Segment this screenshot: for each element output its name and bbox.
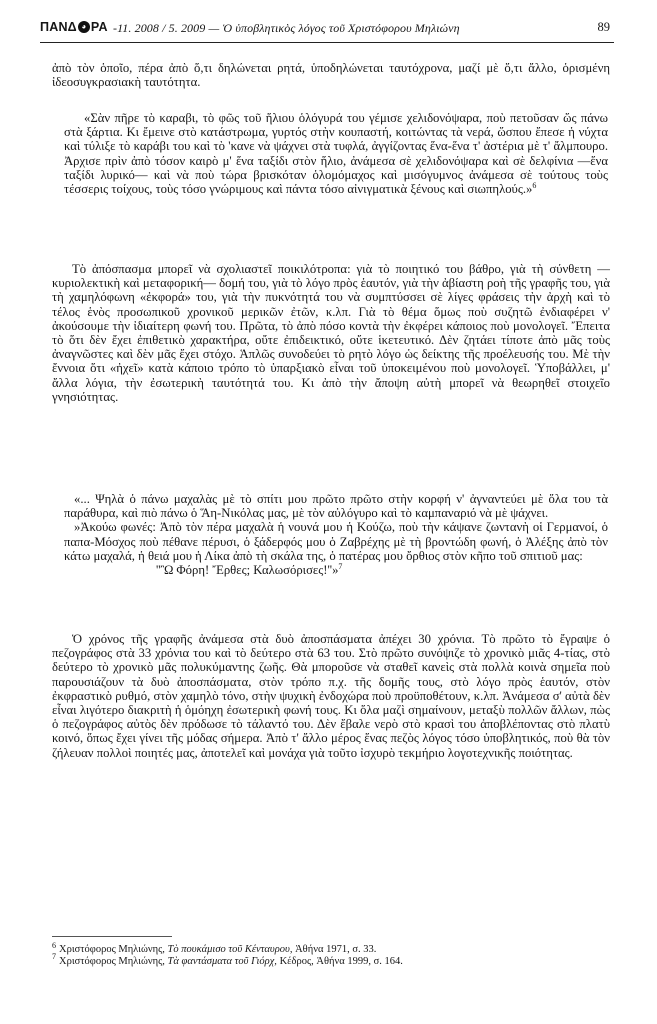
running-header (40, 18, 614, 43)
footnote-7 (52, 952, 572, 968)
journal-logo-text-end: ΡΑ (90, 20, 108, 34)
block-quote-greeting (64, 563, 608, 577)
block-quote-first (64, 111, 608, 196)
paragraph-commentary (52, 262, 610, 404)
paragraph-text: ἀπὸ τὸν ὁποῖο, πέρα ἀπὸ ὅ,τι δηλώνεται ρητά, ὑποδηλώνεται ταυτόχρονα, μαζί μὲ ὅ,τι ἄλλο, ὁρισμένη ἰδεοσυγκρασιακὴ ταυτότητα. (52, 61, 610, 90)
footnote-ref-6: 6 (532, 180, 537, 190)
journal-logo-mark-icon: ◕ (78, 21, 90, 33)
journal-logo-text-start: ΠΑΝΔ (40, 20, 77, 34)
running-title: -11. 2008 / 5. 2009 — Ὁ ὑποβλητικὸς λόγος τοῦ Χριστόφορου Μηλιώνη (113, 21, 460, 35)
greeting-text: ''Ὢ Φόρη! Ἔρθες; Καλωσόρισες!''» (156, 563, 339, 578)
paragraph-conclusion (52, 632, 610, 760)
footnote-title: Τὰ φαντάσματα τοῦ Γιόρχ, (167, 955, 277, 967)
block-quote-paragraph: «... Ψηλὰ ὁ πάνω μαχαλὰς μὲ τὸ σπίτι μου πρῶτο πρῶτο στὴν κορφή ν' ἀγναντεύει μὲ ὅλα του τὰ παράθυρα, καὶ πιὸ πάνω ὁ Ἅη-Νικόλας μας, μὲ τὸν αὐλόγυρο καὶ τὸ καμπαναριό νὰ μὲ ψάχνει. (64, 492, 608, 521)
footnote-number: 6 (52, 940, 56, 950)
footnote-ref-7: 7 (338, 561, 343, 571)
footnote-author: Χριστόφορος Μηλιώνης, (59, 955, 165, 967)
footnote-divider (52, 936, 172, 937)
footnotes (52, 940, 572, 967)
footnote-number: 7 (52, 952, 56, 962)
paragraph-text: Ὁ χρόνος τῆς γραφῆς ἀνάμεσα στὰ δυὸ ἀποσπάσματα ἀπέχει 30 χρόνια. Τὸ πρῶτο τὸ ἔγραψε ὁ πεζογράφος στὰ 33 χρόνια του καὶ τὸ δεύτερο στὰ 63 του. Στὸ πρῶτο συνόψιζε τὸ χρονικὸ μιᾶς 4-τίας, στὸ δεύτερο τὸ χρονικὸ μᾶς πολυκύμαντης ζωῆς. Θὰ μποροῦσε νὰ σταθεῖ κανεὶς στὰ πολλὰ κοινὰ σημεῖα ποὺ παρουσιάζουν τὰ δυὸ ἀποσπάσματα, στὸν τρόπο π.χ. τῆς δομῆς τους, στὸ λόγο πρὸς ἑαυτόν, στὸν ἐκφραστικὸ ρυθμό, στὸν χαμηλὸ τόνο, στὴν ψυχικὴ ἐνδοχώρα ποὺ προϋποθέτουν, κ.λπ. Ἀνάμεσα σ' αὐτὰ δὲν εἶναι λιγότερο διακριτὴ ἡ ὁμόηχη ἐσωτερικὴ φωνή τους. Κι ὅλα μαζὶ σημαίνουν, μεταξὺ πολλῶν ἄλλων, πὼς ὁ πεζογράφος αὐτὸς δὲν πρόδωσε τὸ τάλαντό του. Δὲν ἔβαλε νερὸ στὸ κρασὶ του ἀποβλέποντας στὸ πλατὺ κοινό, ὅπως ἔχει γίνει τῆς μόδας σήμερα. Ἀπὸ τ' ἄλλο μέρος ἕνας πεζὸς λόγος τόσο ὑποβλητικός, ποὺ θὰ τὸν ζήλευαν πολλοὶ ποιητές μας, ἀποτελεῖ καὶ μονάχα γιὰ τοῦτο ἰσχυρὸ τεκμήριο λογοτεχνικῆς ποιότητας. (52, 632, 610, 760)
quote-body: «Σὰν πῆρε τὸ καραβι, τὸ φῶς τοῦ ἥλιου ὁλόγυρά του γέμισε χελιδονόψαρα, ποὺ πετοῦσαν ὥς πάνω στὰ ξάρτια. Κι ἔμεινε στὸ κατάστρωμα, γυρτός στὴν κουπαστή, κοιτώντας τὰ νερά, ὥσπου ἔπεσε ἡ νύχτα καὶ τύλιξε τὸ καράβι του καὶ τὸ 'κανε νὰ ψάχνει στὰ τυφλά, ἀγγίζοντας ἕνα-ἕνα τ' ἀστέρια μὲ τ' ἄλμπουρο. Ἀρχισε πρὶν ἀπὸ τόσον καιρὸ μ' ἕνα ταξίδι στὸν ἥλιο, ἀνάμεσα σὲ χελιδονόψαρα καὶ σὲ δελφίνια —ἕνα ταξίδι λυρικό— καὶ νὰ ποὺ τώρα βρισκόταν ὁλομόμαχος καὶ μισόγυμνος ἀνάμεσα σὲ τούτους τοὺς τέσσερις τοίχους, τοὺς τόσο γνώριμους καὶ πάντα τόσο αἰνιγματικὰ ξένους καὶ σιωπηλούς.» (64, 111, 608, 197)
footnote-title: Τὸ πουκάμισο τοῦ Κένταυρου, (167, 944, 293, 955)
footnote-details: Ἀθήνα 1971, σ. 33. (295, 944, 377, 955)
block-quote-paragraph: »Ἀκούω φωνές: Ἀπὸ τὸν πέρα μαχαλὰ ἡ νουνά μου ἡ Κούζω, ποὺ τὴν κάψανε ζωντανὴ οἱ Γερμανοί, ὁ παπα-Μόσχος ποὺ πέθανε πέρυσι, ὁ ξάδερφός μου ὁ Ζαβρέχης μὲ τὴ βροντώδη φωνή, ὁ Ἀλέξης ἀπὸ τὸν κάτω μαχαλά, ἡ θειά μου ἡ Λίκα ἀπὸ τὴ σκάλα της, ὁ πατέρας μου ὄρθιος στὸν κῆπο τοῦ σπιτιοῦ μας: (64, 520, 608, 563)
paragraph-text: Τὸ ἀπόσπασμα μπορεῖ νὰ σχολιαστεῖ ποικιλότροπα: γιὰ τὸ ποιητικό του βάθρο, γιὰ τὴ σύνθετη —κυριολεκτικὴ καὶ μεταφορική— δομή του, γιὰ τὸ λόγο πρὸς ἑαυτόν, γιὰ τὴν ἀβίαστη ροὴ τῆς γραφῆς του, γιὰ τὴ χαμηλόφωνη «ἐκφορά» του, γιὰ τὴν πυκνότητά του νὰ συμπτύσσει σὲ λίγες φράσεις τὴν ἀρχὴ καὶ τὸ τέλος ἑνὸς προσωπικοῦ χρονικοῦ μερικῶν ἐτῶν, κ.λπ. Γιὰ τὸ θέμα ὅμως ποὺ συζητῶ ἐνδιαφέρει ν' ἀκούσουμε τὴν ἰδιαίτερη φωνή του. Πρῶτα, τὸ ἀπὸ πόσο κοντὰ τὴν ἐκφέρει κάποιος ποὺ μονολογεῖ. Ἔπειτα τὸ ὅτι δὲν ἔχει ἐπιθετικὸ χαρακτήρα, οὔτε ἐπιδεικτικό, οὔτε ἱκετευτικό. Δὲν ζητάει τίποτε ἀπὸ μᾶς τοὺς ἀναγνῶστες καὶ δὲν μᾶς ἔχει στόχο. Ἁπλῶς συνοδεύει τὸ ρητὸ λόγο ὡς δείκτης τῆς προέλευσής του. Μὲ τὴν ἔννοια ὅτι «ἠχεῖ» κατὰ κάποιο τρόπο τὸ ὑπαρξιακὸ εἶναι τοῦ ὑποκειμένου ποὺ μονολογεῖ. Ὑποβάλλει, μ' ἄλλα λόγια, τὴν ἐσωτερικὴ ταυτότητά του. Κι ἀπὸ τὴν ἄποψη αὐτὴ μπορεῖ νὰ θεωρηθεῖ στοιχεῖο γνησιότητας. (52, 262, 610, 404)
footnote-6 (52, 940, 572, 956)
footnote-author: Χριστόφορος Μηλιώνης, (59, 944, 165, 955)
journal-logo (40, 20, 108, 34)
page-number: 89 (597, 20, 610, 34)
block-quote-text (64, 111, 608, 196)
block-quote-second (64, 492, 608, 577)
footnote-details: Κέδρος, Ἀθήνα 1999, σ. 164. (279, 955, 403, 967)
paragraph-continuation (52, 61, 610, 89)
